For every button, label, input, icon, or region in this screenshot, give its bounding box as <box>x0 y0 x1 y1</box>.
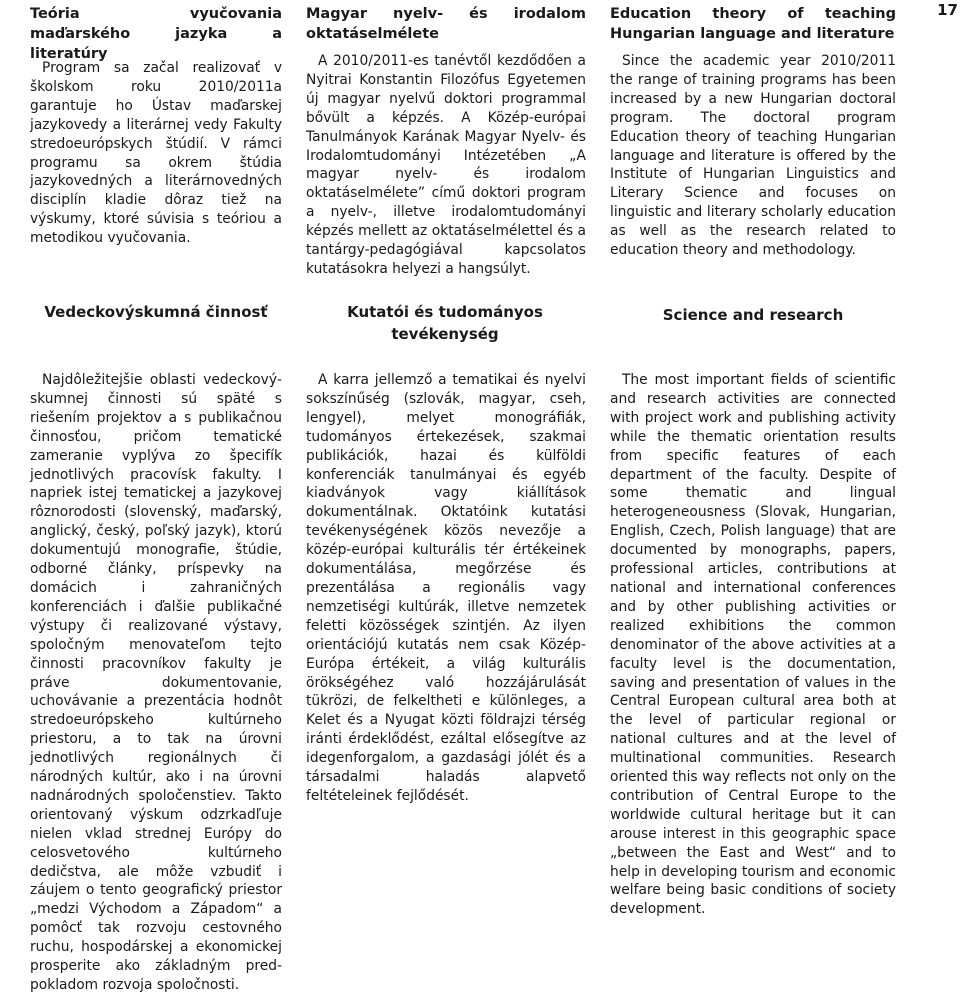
intro-paragraph: Program sa začal realizovať v školskom roku 2010/2011a garantuje ho Ústav maďarskej jazykovedy a literárnej vedy Fakulty stredoeurópskych štúdií. V rámci programu sa okrem štúdia jazykovedných a literárnovedných disciplín kladie dôraz tiež na výskumy, ktoré súvisia s teóriou a metodikou vyučovania. <box>30 60 282 247</box>
intro-hungarian <box>306 52 586 279</box>
page-number: 17 <box>937 1 958 19</box>
intro-english <box>610 52 896 260</box>
body-paragraph: A karra jellemző a tematikai és nyelvi sokszínűség (szlovák, magyar, cseh, lengyel), melyet monográfiák, tudományos értekezések, szakmai publikációk, hazai és külföldi konferenciák tanulmányai és egyéb kiadványok vagy kiállítások dokumentálnak. Oktatóink kutatási tevékenységének közös nevezője a közép-európai kulturális tér értékeinek dokumentálása, megőrzése és prezentálása a regionális vagy nemzetiségi kultúrák, illetve nemzetek feletti közösségek szintjén. Az ilyen orientációjú kutatás nem csak Közép-Európa értékeit, a világ kulturális örökségéhez való hozzájárulását tükrözi, de felkeltheti e különleges, a Kelet és a Nyugat közti földrajzi térség iránti érdeklődést, ezáltal elősegítve az idegenforgalom, a gazdasági jólét és a társadalmi haladás alapvető feltételeinek fejlődését. <box>306 372 586 804</box>
section-heading: Kutatói és tudományos tevékenység <box>347 303 543 343</box>
column-english <box>610 4 896 44</box>
column-slovak <box>30 4 282 64</box>
column-hungarian <box>306 4 586 44</box>
body-paragraph: Najdôležitejšie oblasti vedeckovýskumnej činnosti sú späté s riešením projektov a s publikačnou činnosťou, pričom tematické zameranie vyplýva zo špecifík jednotlivých pracovísk fakulty. I napriek istej tematickej a jazykovej rôznorodosti (slovenský, maďarský, anglický, český, poľský jazyk), ktorú dokumentujú monografie, štúdie, odborné články, príspevky na domácich i zahraničných konferenciách i ďalšie publikačné výstupy či realizované výstavy, spoločným menovateľom tejto činnosti pracovníkov fakulty je práve dokumentovanie, uchovávanie a prezentácia hodnôt stredoeurópskeho kultúrneho priestoru, a to tak na úrovni jednotlivých regionálnych či národných kultúr, ako i na úrovni nadnárodných spoločenstiev. Takto orientovaný výskum odzrkadľuje nielen vklad strednej Európy do celosvetového kultúrneho dedičstva, ale môže vzbudiť i záujem o tento geografický priestor „medzi Východom a Západom“ a pomôcť tak rozvoju cestovného ruchu, hospodárskej a ekonomickej prosperite ako základným predpokladom rozvoja spoločnosti. <box>30 372 282 993</box>
column-title: Education theory of teaching Hungarian language and literature <box>610 6 896 42</box>
body-paragraph: The most important fields of scientific and research activities are connected with project work and publishing activity while the thematic orientation results from specific features of each department of the faculty. Despite of some thematic and lingual heterogeneousness (Slovak, Hungarian, English, Czech, Polish language) that are documented by monographs, papers, professional articles, contributions at national and international conferences and by other publishing activities or realized exhibitions the common denominator of the above activities at a faculty level is the documentation, saving and presentation of values in the Central European cultural area both at the level of particular regional or national cultures and at the level of multinational communities. Research oriented this way reflects not only on the contribution of Central Europe to the worldwide cultural heritage but it can arouse interest in this geographic space „between the East and West“ and to help in developing tourism and economic welfare being basic conditions of society development. <box>610 372 896 918</box>
intro-paragraph: Since the academic year 2010/2011 the range of training programs has been increased by a new Hungarian doctoral program. The doctoral program Education theory of teaching Hungarian language and literature is offered by the Institute of Hungarian Linguistics and Literary Science and focuses on linguistic and literary scholarly education as well as the research related to education theory and methodology. <box>610 53 896 259</box>
intro-paragraph: A 2010/2011-es tanévtől kezdődően a Nyitrai Konstantin Filozófus Egyetemen új magyar nyelvű doktori programmal bővült a képzés. A Közép-európai Tanulmányok Karának Magyar Nyelv- és Irodalomtudományi Intézetében „A magyar nyelv- és irodalom oktatáselmélete” című doktori program a nyelv-, illetve irodalomtudományi képzés mellett az oktatáselmélettel és a tantárgy-pedagógiával kapcsolatos kutatásokra helyezi a hangsúlyt. <box>306 53 586 277</box>
section-heading: Science and research <box>662 306 844 324</box>
body-slovak <box>30 371 282 995</box>
body-hungarian <box>306 371 586 806</box>
column-title: Teória vyučovania maďarského jazyka a literatúry <box>30 6 282 62</box>
intro-slovak <box>30 59 282 248</box>
body-english <box>610 371 896 919</box>
section-heading: Vedeckovýskumná činnosť <box>44 303 268 321</box>
column-title: Magyar nyelv- és irodalom oktatáselmélete <box>306 6 586 42</box>
